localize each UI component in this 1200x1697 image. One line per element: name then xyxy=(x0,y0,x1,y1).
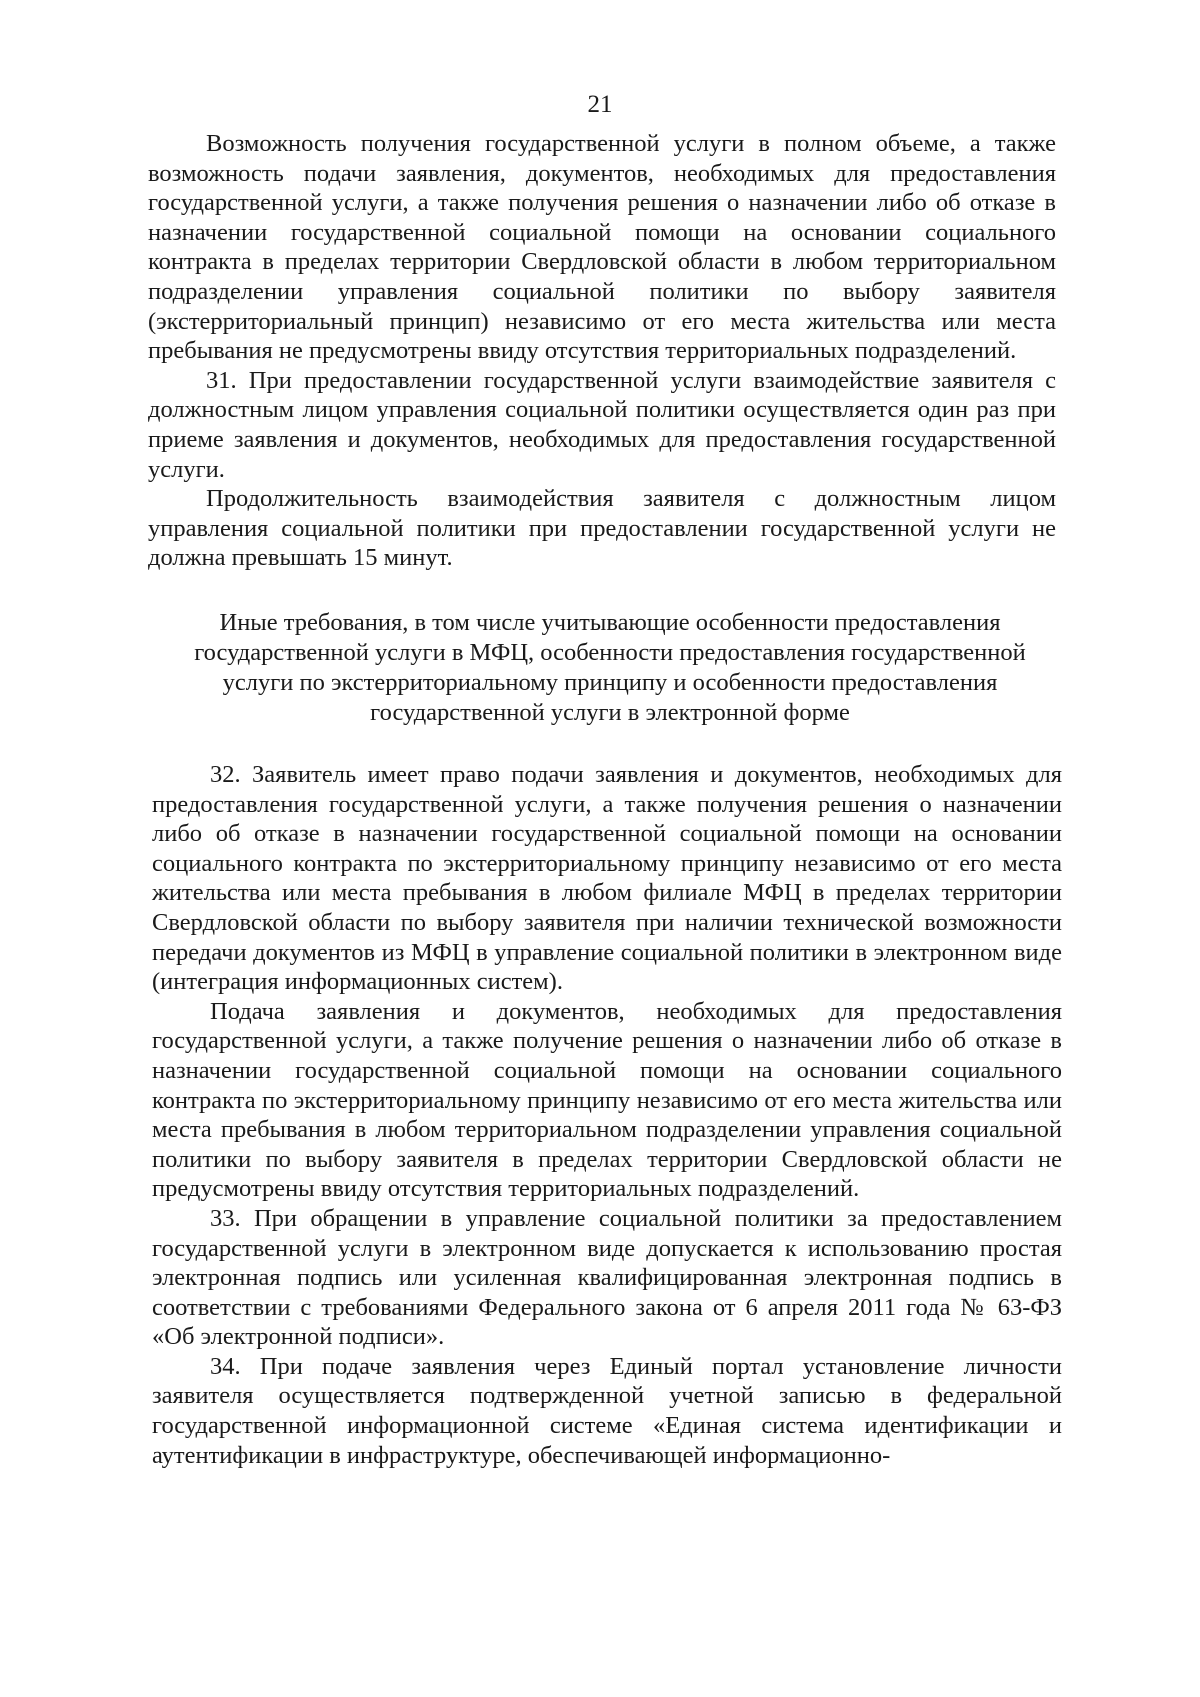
paragraph-33: 33. При обращении в управление социальной политики за предоставлением государственной услуги в электронном виде допускается к использованию простая электронная подпись или усиленная квалифицированная электронная подпись в соответствии с требованиями Федерального закона от 6 апреля 2011 года № 63-ФЗ «Об электронной подписи». xyxy=(152,1204,1062,1351)
paragraph-exterritorial: Возможность получения государственной услуги в полном объеме, а также возможность подачи заявления, документов, необходимых для предоставления государственной услуги, а также получения решения о назначении либо об отказе в назначении государственной социальной помощи на основании социального контракта в пределах территории Свердловской области в любом территориальном подразделении управления социальной политики по выбору заявителя (экстерриториальный принцип) независимо от его места жительства или места пребывания не предусмотрены ввиду отсутствия территориальных подразделений. xyxy=(148,130,1056,365)
section-heading xyxy=(150,608,1070,728)
section-heading-line: услуги по экстерриториальному принципу и особенности предоставления xyxy=(222,669,998,696)
section-heading-line: государственной услуги в электронной форме xyxy=(370,699,850,726)
paragraph-submission: Подача заявления и документов, необходимых для предоставления государственной услуги, а также получение решения о назначении либо об отказе в назначении государственной социальной помощи на основании социального контракта по экстерриториальному принципу независимо от его места жительства или места пребывания в любом территориальном подразделении управления социальной политики по выбору заявителя в пределах территории Свердловской области не предусмотрены ввиду отсутствия территориальных подразделений. xyxy=(152,997,1062,1203)
section-heading-line: Иные требования, в том числе учитывающие особенности предоставления xyxy=(219,609,1001,636)
paragraph-34: 34. При подаче заявления через Единый портал установление личности заявителя осуществляется подтвержденной учетной записью в федеральной государственной информационной системе «Единая система идентификации и аутентификации в инфраструктуре, обеспечивающей информационно- xyxy=(152,1352,1062,1469)
section-heading-line: государственной услуги в МФЦ, особенности предоставления государственной xyxy=(194,639,1026,666)
paragraph-32: 32. Заявитель имеет право подачи заявления и документов, необходимых для предоставления государственной услуги, а также получения решения о назначении либо об отказе в назначении государственной социальной помощи на основании социального контракта по экстерриториальному принципу независимо от его места жительства или места пребывания в любом филиале МФЦ в пределах территории Свердловской области по выбору заявителя при наличии технической возможности передачи документов из МФЦ в управление социальной политики в электронном виде (интеграция информационных систем). xyxy=(152,761,1062,996)
body-text-bottom xyxy=(152,760,1062,1470)
paragraph-31: 31. При предоставлении государственной услуги взаимодействие заявителя с должностным лицом управления социальной политики осуществляется один раз при приеме заявления и документов, необходимых для предоставления государственной услуги. xyxy=(148,366,1056,483)
page-number: 21 xyxy=(587,91,613,118)
body-text-top xyxy=(148,129,1056,573)
paragraph-duration: Продолжительность взаимодействия заявителя с должностным лицом управления социальной политики при предоставлении государственной услуги не должна превышать 15 минут. xyxy=(148,485,1056,572)
